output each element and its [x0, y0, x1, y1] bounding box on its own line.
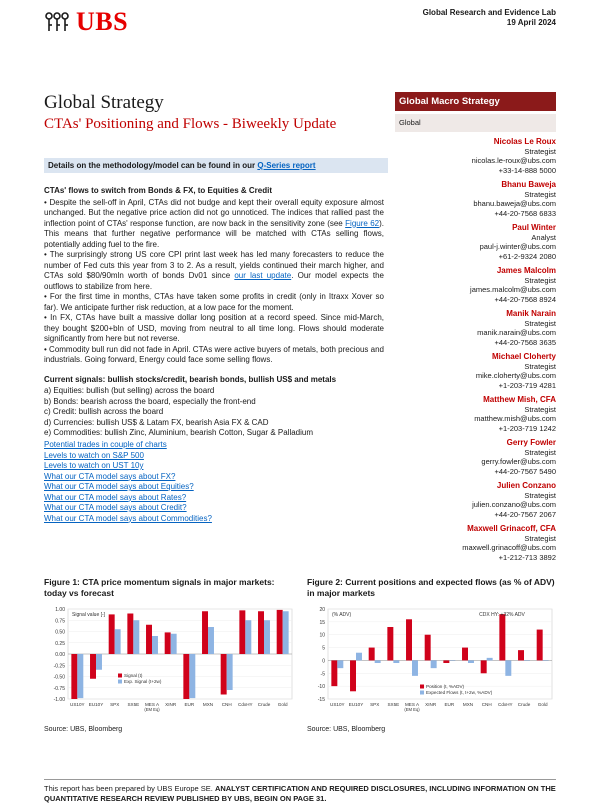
analyst-role: Strategist	[524, 447, 556, 457]
legend-label: Position (t, %ADV)	[426, 684, 465, 689]
analyst-email[interactable]: gerry.fowler@ubs.com	[481, 457, 556, 466]
link-commodities[interactable]: What our CTA model says about Commodities?	[44, 513, 212, 523]
x-tick-label: MES A	[404, 702, 420, 707]
analyst-phone: +44-20-7568 3635	[494, 337, 556, 347]
bar-signal	[369, 648, 375, 661]
logo-text: UBS	[76, 7, 129, 36]
bullet-2: • The surprisingly strong US core CPI print last week has led many forecasters to reduce the number of Fed cuts this year from 3 to 2. As a result, yields continued their march higher, and CTAs sold $80/90mln worth of bonds Dv01 since our last update. Our model expects the outflows to stabilize from here.	[44, 250, 384, 291]
bar-signal	[109, 614, 115, 654]
analyst-name: Matthew Mish, CFA	[483, 395, 556, 404]
signal-item: e) Commodities: bullish Zinc, Aluminium, bearish Cotton, Sugar & Palladium	[44, 428, 314, 437]
bar-expected	[152, 636, 158, 654]
signal-item: d) Currencies: bullish US$ & Latam FX, bearish Asia FX & CAD	[44, 417, 269, 427]
chart-annotation: Signal value [-]	[72, 612, 106, 618]
analyst-card	[462, 137, 556, 175]
bar-signal	[183, 654, 189, 699]
x-tick-label: EUR	[444, 702, 455, 707]
link-spx-levels[interactable]: Levels to watch on S&P 500	[44, 450, 144, 460]
bar-signal	[90, 654, 96, 679]
analyst-phone: +1-212-713 3892	[498, 552, 556, 562]
x-tick-label: EUR	[184, 702, 195, 707]
main-text	[44, 186, 384, 439]
bar-signal	[165, 632, 171, 654]
bar-expected	[524, 660, 530, 661]
y-tick-label: 20	[319, 607, 325, 613]
bar-signal	[277, 610, 283, 654]
x-tick-label: XINR	[425, 702, 437, 707]
legend-swatch	[420, 691, 424, 695]
bar-signal	[202, 611, 208, 654]
chart-annotation: CDX HY: +32% ADV	[479, 612, 525, 618]
analyst-name: Paul Winter	[512, 223, 556, 232]
page-title: Global Strategy	[44, 92, 164, 113]
y-tick-label: 1.00	[55, 607, 65, 613]
y-tick-label: -15	[317, 697, 325, 703]
x-tick-label: Gold	[277, 702, 288, 707]
figure2-title: Figure 2: Current positions and expected flows (as % of ADV) in major markets	[307, 577, 555, 598]
bar-signal	[331, 660, 337, 686]
legend-label: Exp. Signal (t+2w)	[124, 679, 162, 684]
footer-bold: ANALYST CERTIFICATION AND REQUIRED DISCLOSURES, INCLUDING INFORMATION ON THE QUANTITATIVE RESEARCH REVIEW PUBLISHED BY UBS, BEGIN ON PAGE 31.	[44, 784, 556, 803]
analyst-card	[462, 524, 556, 562]
analyst-card	[462, 180, 556, 218]
analyst-email[interactable]: mike.cloherty@ubs.com	[475, 371, 556, 380]
bar-signal	[258, 611, 264, 654]
analyst-name: Bhanu Baweja	[501, 180, 556, 189]
figure-62-link[interactable]: Figure 62	[345, 218, 380, 228]
figure2-chart	[304, 603, 556, 715]
analyst-role: Analyst	[531, 232, 556, 242]
analyst-card	[462, 309, 556, 347]
x-tick-label: EU10Y	[348, 702, 364, 707]
bar-signal	[462, 648, 468, 661]
x-tick-label: CNH	[221, 702, 232, 707]
bar-expected	[337, 660, 343, 668]
x-tick-label: US10Y	[70, 702, 85, 707]
y-tick-label: 15	[319, 619, 325, 626]
analyst-email[interactable]: james.malcolm@ubs.com	[470, 285, 556, 294]
analyst-card	[462, 352, 556, 390]
x-tick-label: SX5E	[387, 702, 400, 707]
links-list	[44, 440, 212, 524]
bar-expected	[264, 620, 270, 654]
x-tick-label: Crude	[257, 702, 271, 707]
analyst-list	[462, 137, 556, 567]
link-rates[interactable]: What our CTA model says about Rates?	[44, 492, 187, 502]
x-tick-label: SX5E	[127, 702, 140, 707]
analyst-role: Strategist	[524, 404, 556, 414]
bar-signal	[387, 627, 393, 660]
bullet-4: • In FX, CTAs have built a massive dollar long position at a record speed. Since mid-March, they bought $200+bln of USD, moving from neutral to all time long. Flows should moderate significantly from here but not reverse.	[44, 313, 384, 343]
section2-heading: Current signals: bullish stocks/credit, bearish bonds, bullish US$ and metals	[44, 374, 337, 384]
y-tick-label: 0.50	[55, 629, 65, 636]
legend-swatch	[118, 680, 122, 684]
analyst-role: Strategist	[524, 189, 556, 199]
bar-signal	[221, 654, 227, 695]
y-tick-label: -5	[320, 671, 325, 678]
x-tick-label: SPX	[370, 702, 380, 707]
bar-signal	[499, 614, 505, 660]
bar-expected	[375, 660, 381, 663]
bar-expected	[505, 660, 511, 675]
analyst-card	[462, 266, 556, 304]
figure1-source: Source: UBS, Bloomberg	[44, 726, 123, 733]
bar-expected	[393, 660, 399, 663]
x-tick-label: (EM Eq)	[144, 707, 160, 712]
analyst-role: Strategist	[524, 533, 556, 543]
bar-expected	[208, 627, 214, 654]
analyst-name: Gerry Fowler	[506, 438, 556, 447]
disclosure-footer	[44, 779, 556, 804]
bar-expected	[133, 620, 139, 654]
analyst-phone: +61-2-9324 2080	[498, 251, 556, 261]
link-credit[interactable]: What our CTA model says about Credit?	[44, 503, 187, 512]
bar-expected	[543, 660, 549, 661]
analyst-phone: +44-20-7567 5490	[494, 466, 556, 476]
bar-signal	[425, 635, 431, 661]
analyst-name: Julien Conzano	[496, 481, 556, 490]
x-tick-label: US10Y	[330, 702, 345, 707]
bullet-1: • Despite the sell-off in April, CTAs did not budge and kept their overall equity exposure almost unchanged. But the negative price action did not go unnoticed. The indices that rallied past the inflection point of CTAs' response function, are now back in the sensitivity zone (see Figure 62). This means that further negative performance will be matched with CTAs selling flows, potentially adding fuel to the fire.	[44, 197, 385, 249]
analyst-card	[462, 438, 556, 476]
figure1-chart	[44, 603, 296, 715]
methodology-banner	[44, 158, 388, 173]
header-date: 19 April 2024	[506, 18, 556, 27]
chart-annotation: (% ADV)	[332, 612, 352, 618]
bar-signal	[443, 660, 449, 663]
legend-swatch	[420, 685, 424, 689]
bar-expected	[356, 653, 362, 661]
analyst-role: Strategist	[524, 275, 556, 285]
bar-expected	[77, 654, 83, 698]
y-tick-label: 0	[322, 658, 325, 665]
y-tick-label: -0.50	[53, 674, 65, 681]
analyst-email[interactable]: maxwell.grinacoff@ubs.com	[462, 543, 556, 552]
y-tick-label: -1.00	[53, 697, 65, 703]
analyst-email[interactable]: matthew.mish@ubs.com	[474, 414, 556, 423]
bar-signal	[406, 619, 412, 660]
page-subtitle: CTAs' Positioning and Flows - Biweekly Update	[44, 116, 337, 132]
bar-expected	[431, 660, 437, 668]
bar-expected	[115, 629, 121, 654]
analyst-phone: +44-20-7568 6833	[494, 208, 556, 218]
bar-expected	[283, 611, 289, 654]
x-tick-label: Crude	[517, 702, 531, 707]
y-tick-label: -0.75	[53, 685, 65, 692]
analyst-email[interactable]: julien.conzano@ubs.com	[472, 500, 556, 509]
x-tick-label: CNH	[481, 702, 492, 707]
analyst-name: Nicolas Le Roux	[493, 137, 556, 146]
analyst-card	[462, 481, 556, 519]
bar-expected	[449, 660, 455, 661]
y-tick-label: 0.25	[55, 640, 65, 647]
bar-expected	[245, 620, 251, 654]
sidebar-heading: Global Macro Strategy	[395, 92, 556, 111]
analyst-phone: +44-20-7567 2067	[494, 509, 556, 519]
analyst-role: Strategist	[524, 361, 556, 371]
y-tick-label: 5	[322, 645, 325, 652]
analyst-role: Strategist	[524, 318, 556, 328]
section1-heading: CTAs' flows to switch from Bonds & FX, to Equities & Credit	[44, 186, 272, 195]
signal-item: b) Bonds: bearish across the board, especially the front-end	[44, 396, 256, 406]
x-tick-label: XINR	[165, 702, 177, 707]
x-tick-label: CdxHY	[238, 702, 253, 707]
x-tick-label: EU10Y	[88, 702, 104, 707]
bar-signal	[350, 660, 356, 691]
analyst-role: Strategist	[524, 490, 556, 500]
link-ust-levels[interactable]: Levels to watch on UST 10y	[44, 461, 144, 470]
bullet-5: • Commodity bull run did not fade in April. CTAs were active buyers of metals, both precious and industrials. Going forward, Energy could face some selling flows.	[44, 344, 384, 364]
y-tick-label: 10	[319, 632, 325, 639]
analyst-email[interactable]: manik.narain@ubs.com	[477, 328, 556, 337]
bar-expected	[171, 634, 177, 654]
footer-text: This report has been prepared by UBS Europe SE.	[44, 784, 215, 793]
figure2-source: Source: UBS, Bloomberg	[307, 726, 386, 733]
header-meta	[423, 8, 556, 28]
bar-signal	[71, 654, 77, 699]
bar-signal	[537, 630, 543, 661]
analyst-card	[462, 395, 556, 433]
header-lab: Global Research and Evidence Lab	[422, 8, 556, 17]
signal-item: a) Equities: bullish (but selling) across the board	[44, 386, 215, 395]
analyst-card	[462, 223, 556, 261]
signal-item: c) Credit: bullish across the board	[44, 407, 164, 416]
x-tick-label: SPX	[110, 702, 120, 707]
q-series-link[interactable]: Q-Series report	[257, 161, 316, 170]
bar-expected	[189, 654, 195, 698]
x-tick-label: CdxHY	[498, 702, 513, 707]
analyst-phone: +33-14-888 5000	[498, 165, 556, 175]
bar-signal	[239, 610, 245, 654]
sidebar-subheading: Global	[395, 114, 556, 132]
analyst-phone: +1-203-719 4281	[498, 380, 556, 390]
last-update-link[interactable]: our last update	[234, 271, 292, 280]
analyst-name: James Malcolm	[496, 266, 556, 275]
keys-logo-icon	[44, 11, 70, 33]
analyst-phone: +1-203-719 1242	[498, 423, 556, 433]
bar-expected	[412, 660, 418, 675]
analyst-phone: +44-20-7568 8924	[494, 294, 556, 304]
link-equities[interactable]: What our CTA model says about Equities?	[44, 482, 194, 491]
bar-signal	[518, 650, 524, 660]
x-tick-label: MXN	[462, 702, 474, 707]
bar-signal	[146, 625, 152, 654]
x-tick-label: MES A	[144, 702, 160, 707]
bar-expected	[487, 658, 493, 661]
y-tick-label: -10	[317, 684, 325, 691]
y-tick-label: -0.25	[53, 663, 65, 670]
x-tick-label: MXN	[202, 702, 214, 707]
link-fx[interactable]: What our CTA model says about FX?	[44, 471, 176, 481]
y-tick-label: 0.75	[55, 618, 65, 625]
analyst-email[interactable]: paul-j.winter@ubs.com	[479, 242, 556, 251]
legend-label: Expected Flows (t, t+2w, %ADV)	[426, 690, 493, 695]
x-tick-label: Gold	[537, 702, 548, 707]
analyst-name: Manik Narain	[506, 309, 556, 318]
ubs-logo	[44, 7, 128, 37]
analyst-name: Michael Cloherty	[491, 352, 556, 361]
bar-expected	[468, 660, 474, 663]
bullet-3: • For the first time in months, CTAs have taken some profits in credit (only in Itraxx Xover so far). We anticipate further risk reduction, at a low pace for the moment.	[44, 292, 384, 312]
analyst-name: Maxwell Grinacoff, CFA	[467, 524, 556, 533]
y-tick-label: 0.00	[55, 652, 65, 658]
legend-label: Signal (t)	[124, 673, 143, 678]
bar-signal	[127, 614, 133, 655]
x-tick-label: (EM Eq)	[404, 707, 420, 712]
bar-expected	[227, 654, 233, 690]
link-trades[interactable]: Potential trades in couple of charts	[44, 440, 167, 449]
bar-expected	[96, 654, 102, 670]
legend-swatch	[118, 674, 122, 678]
analyst-email[interactable]: bhanu.baweja@ubs.com	[473, 199, 556, 208]
analyst-email[interactable]: nicolas.le-roux@ubs.com	[471, 156, 556, 165]
analyst-role: Strategist	[524, 146, 556, 156]
figure1-title: Figure 1: CTA price momentum signals in major markets: today vs forecast	[44, 577, 275, 598]
banner-text: Details on the methodology/model can be found in our	[48, 161, 258, 170]
bar-signal	[481, 660, 487, 673]
